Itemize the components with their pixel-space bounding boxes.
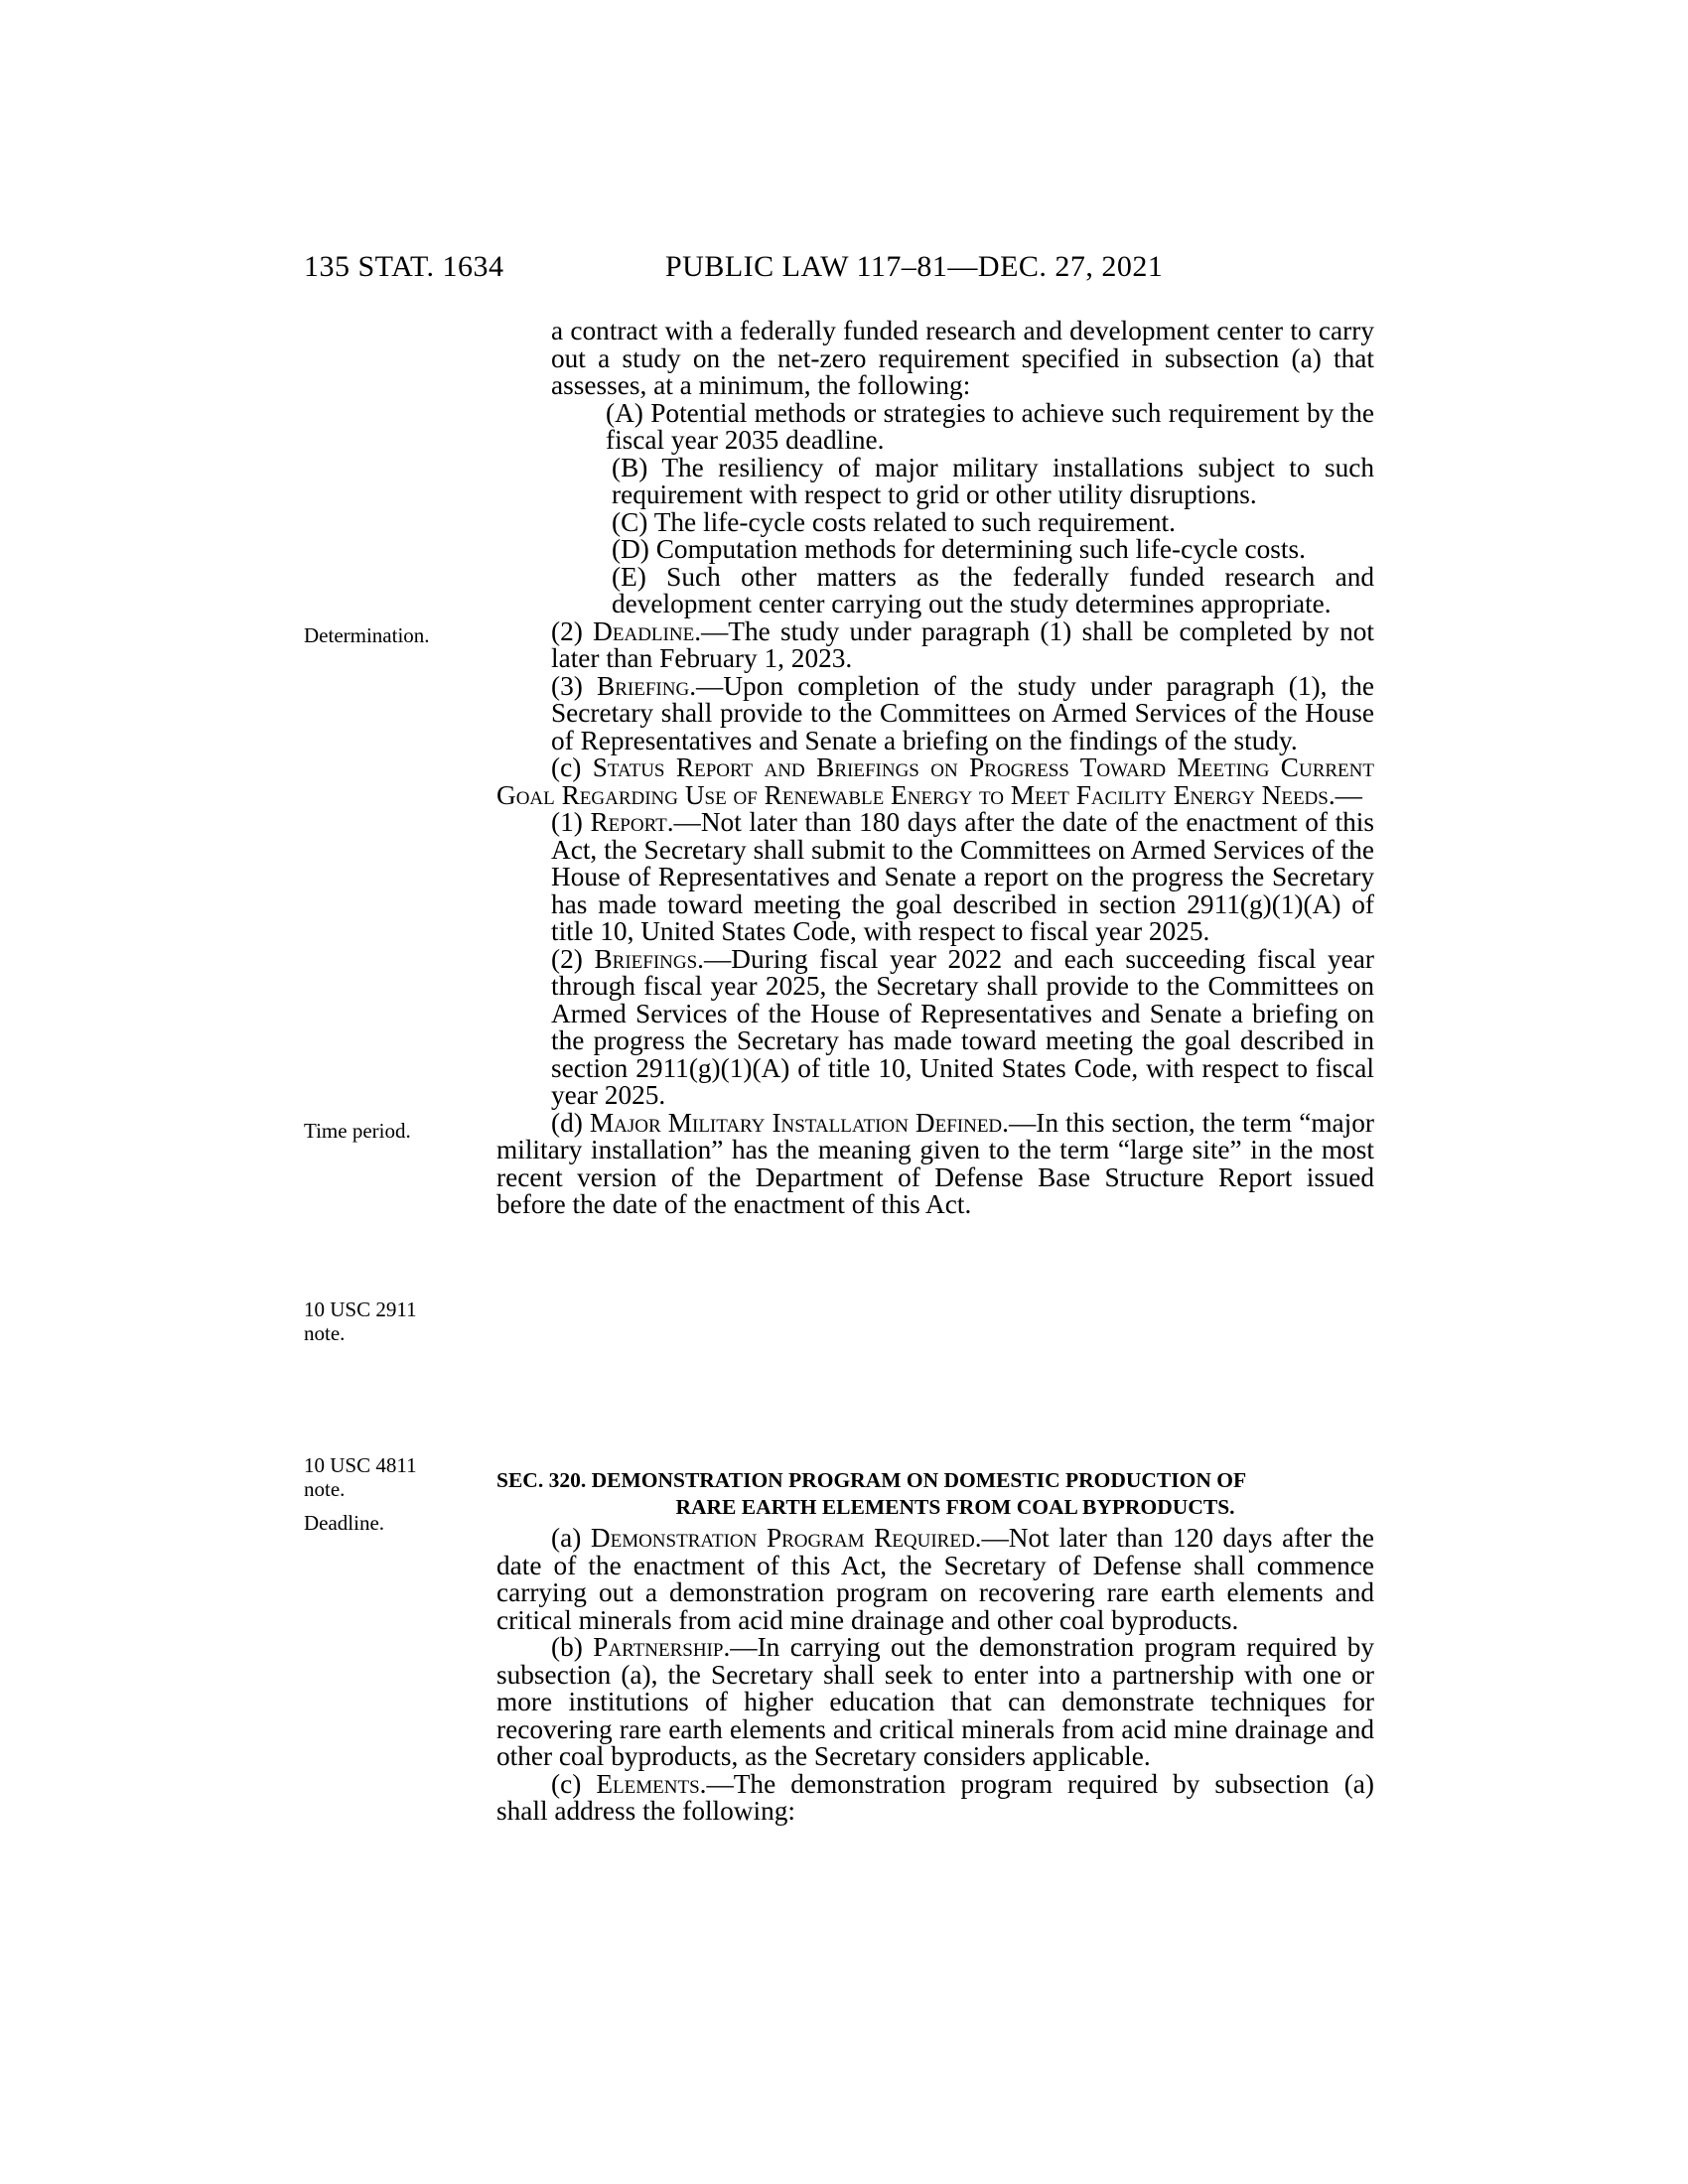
paragraph-A (496, 397, 1374, 455)
margin-note-deadline: Deadline. (304, 1511, 385, 1535)
paragraph-text: .—The study under paragraph (1) shall be completed by not later than February 1, 2023. (551, 615, 1375, 673)
paragraph-heading: Briefings (594, 943, 698, 974)
section-heading-line-2: RARE EARTH ELEMENTS FROM COAL BYPRODUCTS. (675, 1495, 1235, 1519)
section-body-text (496, 1525, 1374, 1826)
paragraph-text: .—During fiscal year 2022 and each succeeding fiscal year through fiscal year 2025, the Secretary shall provide to the Committees on Armed Services of the House of Representatives and Senate a briefing on the progress the Secretary has made toward meeting the goal described in section 2911(g)(1)(A) of title 10, United States Code, with respect to fiscal year 2025. (551, 943, 1374, 1110)
paragraph-number: (2) (551, 615, 594, 646)
paragraph-text: .—Not later than 120 days after the date of the enactment of this Act, the Secretary of Defense shall commence carrying out a demonstration program on recovering rare earth elements and critical minerals from acid mine drainage and other coal byproducts. (496, 1523, 1374, 1635)
paragraph-3-briefing (496, 670, 1374, 755)
paragraph-text: .—Upon completion of the study under paragraph (1), the Secretary shall provide to the Committees on Armed Services of the House of Representatives and Senate a briefing on the findings of the study. (551, 670, 1374, 755)
margin-note-time-period: Time period. (304, 1119, 411, 1143)
paragraph-text: .—In this section, the term “major military installation” has the meaning given to the term “large site” in the most recent version of the Department of Defense Base Structure Report issued before the date of the enactment of this Act. (496, 1107, 1374, 1219)
paragraph-heading: Status Report and Briefings on Progress Toward Meeting Current Goal Regarding Use of Renewable Energy to Meet Facility Energy Needs (496, 752, 1374, 810)
subsection-c (496, 754, 1374, 809)
section-subsection-a (496, 1525, 1374, 1634)
paragraph-heading: Report (590, 807, 667, 837)
paragraph-heading: Partnership (593, 1632, 724, 1662)
paragraph-number: (2) (551, 943, 595, 974)
margin-note-usc-4811 (304, 1453, 453, 1501)
paragraph-heading: Demonstration Program Required (590, 1523, 975, 1553)
margin-note-determination: Determination. (304, 623, 430, 647)
body-text (496, 318, 1374, 1219)
paragraph-D: (D) Computation methods for determining such life-cycle costs. (612, 534, 1306, 564)
paragraph-number: (1) (551, 807, 591, 837)
paragraph-number: (3) (551, 670, 598, 701)
paragraph-c1-report (496, 809, 1374, 946)
paragraph-heading: Deadline (593, 615, 695, 646)
paragraph-text: .—Not later than 180 days after the date of the enactment of this Act, the Secretary shall submit to the Committees on Armed Services of the House of Representatives and Senate a report on the progress the Secretary has made toward meeting the goal described in section 2911(g)(1)(A) of title 10, United States Code, with respect to fiscal year 2025. (551, 807, 1375, 946)
paragraph-number: (d) (551, 1107, 590, 1138)
margin-note-usc-2911 (304, 1297, 453, 1345)
paragraph-number: (c) (551, 752, 593, 782)
paragraph-text: .—The demonstration program required by subsection (a) shall address the following: (496, 1768, 1374, 1826)
stat-page-number: 135 STAT. 1634 (304, 250, 504, 283)
paragraph-heading: Briefing (597, 670, 690, 701)
paragraph-intro: a contract with a federally funded research and development center to carry out a study on the net-zero requirement specified in subsection (a) that assesses, at a minimum, the following: (551, 316, 1374, 400)
section-heading-line-1: SEC. 320. DEMONSTRATION PROGRAM ON DOMESTIC PRODUCTION OF (496, 1468, 1247, 1492)
paragraph-2-deadline (496, 615, 1375, 673)
paragraph-text: (A) Potential methods or strategies to achieve such requirement by the fiscal year 2035 deadline. (606, 397, 1374, 455)
subsection-d (496, 1107, 1374, 1219)
section-heading (496, 1467, 1374, 1521)
paragraph-text: .— (1328, 779, 1362, 810)
running-header-title: PUBLIC LAW 117–81—DEC. 27, 2021 (665, 250, 1164, 283)
section-subsection-c (496, 1768, 1374, 1826)
paragraph-E: (E) Such other matters as the federally funded research and development center carrying out the study determines appropriate. (612, 561, 1374, 618)
section-subsection-b (496, 1634, 1374, 1771)
paragraph-B: (B) The resiliency of major military installations subject to such requirement with respect to grid or other utility disruptions. (612, 452, 1374, 509)
paragraph-heading: Elements (596, 1768, 700, 1799)
margin-note-line: note. (304, 1477, 346, 1501)
paragraph-number: (b) (551, 1632, 594, 1662)
paragraph-text: .—In carrying out the demonstration program required by subsection (a), the Secretary shall seek to enter into a partnership with one or more institutions of higher education that can demonstrate techniques for recovering rare earth elements and critical minerals from acid mine drainage and other coal byproducts, as the Secretary considers applicable. (496, 1632, 1375, 1771)
paragraph-number: (a) (551, 1523, 591, 1553)
margin-note-line: 10 USC 4811 (304, 1453, 417, 1477)
paragraph-number: (c) (551, 1768, 597, 1799)
margin-note-line: note. (304, 1321, 346, 1345)
paragraph-C: (C) The life-cycle costs related to such requirement. (612, 506, 1176, 537)
margin-note-line: 10 USC 2911 (304, 1297, 417, 1321)
paragraph-c2-briefings (496, 943, 1374, 1110)
paragraph-heading: Major Military Installation Defined (589, 1107, 1003, 1138)
